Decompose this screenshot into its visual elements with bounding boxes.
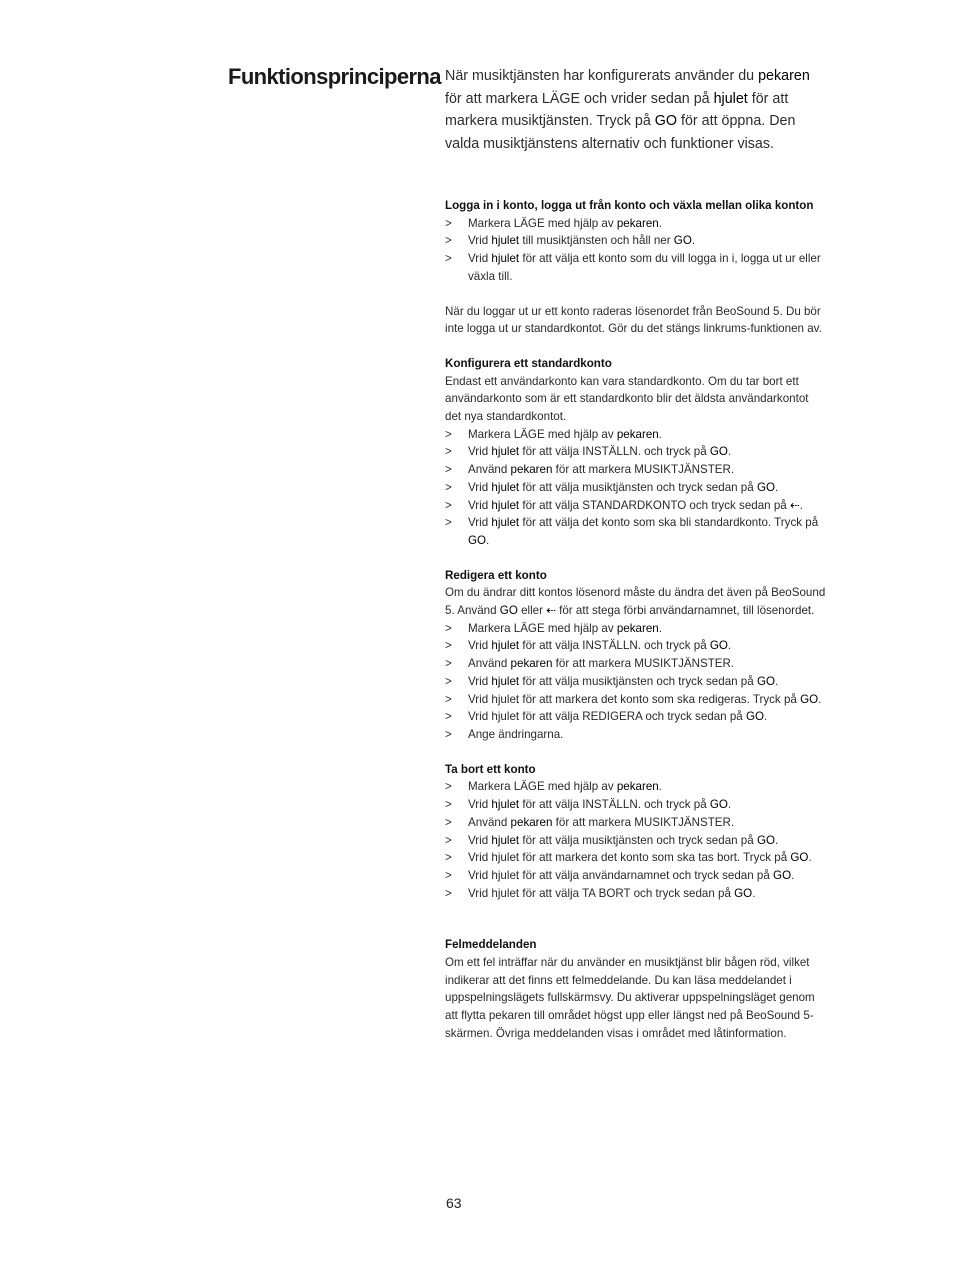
- text-run: för att välja musiktjänsten och tryck sedan på: [519, 480, 757, 494]
- step-item: [445, 232, 827, 250]
- text-run: Vrid hjulet för att markera det konto som ska redigeras. Tryck på: [468, 692, 801, 706]
- text-run: Vrid: [468, 674, 492, 688]
- text-run: .: [774, 480, 779, 494]
- emphasis-term: hjulet: [491, 798, 520, 812]
- emphasis-term: GO: [709, 798, 728, 812]
- step-item: [445, 215, 827, 233]
- text-run: Om du ändrar ditt kontos lösenord måste du ändra det även på BeoSound 5. Använd: [445, 586, 826, 618]
- emphasis-term: pekaren: [616, 780, 659, 794]
- emphasis-term: pekaren: [616, 427, 659, 441]
- emphasis-term: GO: [709, 445, 728, 459]
- emphasis-term: pekaren: [616, 621, 659, 635]
- section-paragraph: [445, 584, 827, 619]
- emphasis-term: hjulet: [491, 234, 520, 248]
- text-run: för att välja det konto som ska bli standardkonto. Tryck på: [519, 516, 819, 530]
- section-heading: Logga in i konto, logga ut från konto och växla mellan olika konton: [445, 199, 814, 212]
- text-run: .: [774, 674, 779, 688]
- text-run: för att markera musiktjänsten. Tryck på: [445, 90, 789, 129]
- emphasis-term: pekaren: [510, 463, 553, 477]
- text-run: Vrid: [468, 252, 492, 266]
- text-run: Markera LÄGE med hjälp av: [468, 427, 617, 441]
- emphasis-term: ⇠: [789, 498, 800, 512]
- text-run: för att markera MUSIKTJÄNSTER.: [552, 815, 735, 829]
- emphasis-term: GO: [790, 851, 809, 865]
- text-run: till musiktjänsten och håll ner: [519, 234, 674, 248]
- section-heading: Redigera ett konto: [445, 568, 547, 582]
- section: [445, 936, 827, 1042]
- text-run: Vrid hjulet för att välja TA BORT och tryck sedan på: [468, 886, 735, 900]
- text-run: .: [658, 621, 662, 635]
- text-run: .: [764, 710, 768, 724]
- text-run: för att välja INSTÄLLN. och tryck på: [519, 798, 710, 812]
- text-run: .: [818, 692, 822, 706]
- step-item: [445, 796, 827, 814]
- section-paragraph: [445, 303, 827, 338]
- text-run: .: [808, 851, 812, 865]
- text-run: När musiktjänsten har konfigurerats använder du: [445, 68, 759, 84]
- text-run: Vrid hjulet för att välja användarnamnet och tryck sedan på: [468, 868, 774, 882]
- text-run: Ange ändringarna.: [468, 727, 564, 741]
- section-paragraph: [445, 373, 827, 426]
- text-run: Vrid: [468, 234, 492, 248]
- text-run: Använd: [468, 463, 511, 477]
- emphasis-term: hjulet: [491, 674, 520, 688]
- step-item: [445, 726, 827, 744]
- text-run: för att välja musiktjänsten och tryck sedan på: [519, 674, 757, 688]
- step-item: [445, 691, 827, 709]
- step-list: [445, 215, 827, 286]
- step-item: [445, 620, 827, 638]
- text-run: Vrid: [468, 639, 492, 653]
- step-item: [445, 514, 827, 549]
- page-title: Funktionsprinciperna: [228, 64, 441, 89]
- emphasis-term: GO: [756, 674, 775, 688]
- section: [445, 197, 827, 286]
- emphasis-term: hjulet: [491, 639, 520, 653]
- emphasis-term: hjulet: [491, 498, 520, 512]
- text-run: Markera LÄGE med hjälp av: [468, 780, 617, 794]
- text-run: för att markera MUSIKTJÄNSTER.: [552, 463, 735, 477]
- text-run: .: [658, 780, 662, 794]
- text-run: för att välja INSTÄLLN. och tryck på: [519, 445, 710, 459]
- text-run: .: [774, 833, 779, 847]
- emphasis-term: GO: [468, 533, 487, 547]
- emphasis-term: ⇠: [546, 604, 556, 618]
- emphasis-term: pekaren: [510, 657, 553, 671]
- text-run: eller: [517, 604, 547, 618]
- text-run: Om ett fel inträffar när du använder en musiktjänst blir bågen röd, vilket indikerar att det finns ett felmeddelande. Du kan läsa meddelandet i uppspelningslägets fullskärmsvy. Du aktiverar uppspelningsläget genom att flytta pekaren till området högst upp eller längst ned på BeoSound 5-skärmen. Övriga meddelanden visas i området med låtinformation.: [445, 956, 815, 1040]
- text-run: för att välja ett konto som du vill logga in i, logga ut ur eller växla till.: [468, 252, 821, 283]
- page-number: 63: [446, 1195, 462, 1211]
- emphasis-term: GO: [673, 234, 692, 248]
- section: [445, 567, 827, 744]
- emphasis-term: pekaren: [758, 68, 810, 84]
- text-run: .: [799, 498, 803, 512]
- section: [445, 355, 827, 550]
- step-item: [445, 885, 827, 903]
- emphasis-term: hjulet: [491, 252, 520, 266]
- step-item: [445, 637, 827, 655]
- text-run: .: [752, 886, 756, 900]
- section: [445, 761, 827, 903]
- text-run: för att välja INSTÄLLN. och tryck på: [519, 639, 710, 653]
- step-item: [445, 655, 827, 673]
- step-item: [445, 814, 827, 832]
- text-run: Vrid: [468, 498, 492, 512]
- section-heading: Felmeddelanden: [445, 938, 537, 952]
- text-run: för att välja STANDARDKONTO och tryck sedan på: [519, 498, 790, 512]
- text-run: Vrid: [468, 833, 492, 847]
- text-run: för att öppna. Den valda musiktjänstens alternativ och funktioner visas.: [445, 113, 796, 152]
- text-run: Vrid: [468, 445, 492, 459]
- text-run: för att stega förbi användarnamnet, till lösenordet.: [555, 604, 815, 618]
- text-run: för att välja musiktjänsten och tryck sedan på: [519, 833, 757, 847]
- emphasis-term: GO: [745, 710, 764, 724]
- sections-container: [445, 197, 827, 1043]
- text-run: .: [727, 798, 732, 812]
- emphasis-term: GO: [654, 113, 678, 129]
- step-item: [445, 426, 827, 444]
- emphasis-term: hjulet: [491, 516, 520, 530]
- text-run: Markera LÄGE med hjälp av: [468, 216, 617, 230]
- step-item: [445, 250, 827, 285]
- step-item: [445, 778, 827, 796]
- emphasis-term: GO: [800, 692, 819, 706]
- text-run: .: [486, 533, 490, 547]
- step-list: [445, 778, 827, 902]
- emphasis-term: hjulet: [713, 90, 748, 107]
- step-item: [445, 673, 827, 691]
- text-run: för att markera MUSIKTJÄNSTER.: [552, 657, 735, 671]
- text-run: Använd: [468, 815, 511, 829]
- emphasis-term: GO: [499, 604, 518, 618]
- section-paragraph: [445, 954, 827, 1043]
- emphasis-term: GO: [773, 868, 792, 882]
- emphasis-term: hjulet: [491, 480, 520, 494]
- text-run: .: [727, 445, 732, 459]
- content-column: [445, 65, 827, 1060]
- text-run: Vrid: [468, 516, 492, 530]
- text-run: Endast ett användarkonto kan vara standardkonto. Om du tar bort ett användarkonto som är ett standardkonto blir det äldsta användarkontot det nya standardkontot.: [445, 374, 809, 424]
- emphasis-term: pekaren: [616, 216, 659, 230]
- section-heading: Ta bort ett konto: [445, 762, 536, 776]
- text-run: .: [658, 216, 662, 230]
- emphasis-term: hjulet: [491, 833, 520, 847]
- step-item: [445, 849, 827, 867]
- emphasis-term: GO: [734, 886, 753, 900]
- step-list: [445, 426, 827, 550]
- emphasis-term: GO: [709, 639, 728, 653]
- step-list: [445, 620, 827, 744]
- text-run: Vrid hjulet för att markera det konto som ska tas bort. Tryck på: [468, 851, 791, 865]
- step-item: [445, 443, 827, 461]
- emphasis-term: pekaren: [510, 815, 553, 829]
- text-run: Vrid hjulet för att välja REDIGERA och tryck sedan på: [468, 710, 746, 724]
- text-run: .: [727, 639, 732, 653]
- emphasis-term: GO: [756, 480, 775, 494]
- text-run: När du loggar ut ur ett konto raderas lösenordet från BeoSound 5. Du bör inte logga ut ur standardkontot. Gör du det stängs linkrums-funktionen av.: [445, 304, 822, 336]
- emphasis-term: hjulet: [491, 445, 520, 459]
- emphasis-term: GO: [756, 833, 775, 847]
- step-item: [445, 867, 827, 885]
- text-run: .: [791, 868, 795, 882]
- step-item: [445, 461, 827, 479]
- text-run: för att markera LÄGE och vrider sedan på: [445, 90, 714, 107]
- text-run: .: [691, 234, 696, 248]
- section-heading: Konfigurera ett standardkonto: [445, 356, 612, 370]
- step-item: [445, 497, 827, 515]
- step-item: [445, 832, 827, 850]
- text-run: Vrid: [468, 480, 492, 494]
- section: [445, 303, 827, 338]
- text-run: .: [658, 427, 662, 441]
- intro-paragraph: [445, 65, 827, 155]
- text-run: Markera LÄGE med hjälp av: [468, 621, 617, 635]
- text-run: Vrid: [468, 798, 492, 812]
- step-item: [445, 708, 827, 726]
- step-item: [445, 479, 827, 497]
- text-run: Använd: [468, 657, 511, 671]
